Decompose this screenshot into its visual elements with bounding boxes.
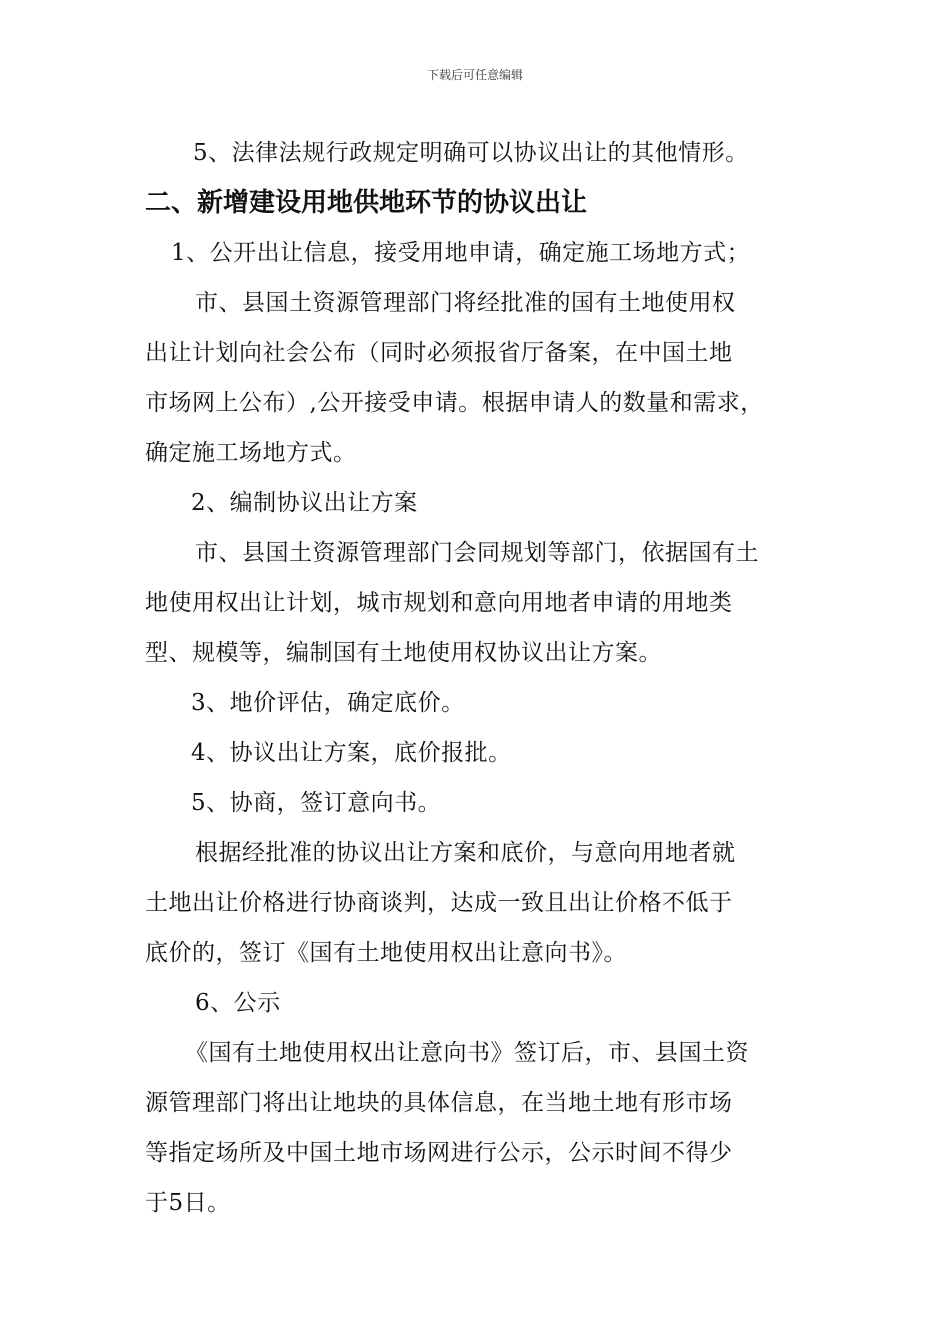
document-body bbox=[145, 128, 825, 1228]
paragraph-line: 5、协商，签订意向书。 bbox=[191, 790, 442, 816]
paragraph-line: 市场网上公布）,公开接受申请。根据申请人的数量和需求， bbox=[145, 390, 764, 416]
paragraph-line: 1、公开出让信息，接受用地申请，确定施工场地方式； bbox=[171, 240, 751, 266]
section-heading: 二、新增建设用地供地环节的协议出让 bbox=[145, 188, 588, 218]
paragraph-line: 源管理部门将出让地块的具体信息，在当地土地有形市场 bbox=[145, 1090, 733, 1116]
paragraph-line: 2、编制协议出让方案 bbox=[191, 490, 418, 516]
paragraph-line: 3、地价评估，确定底价。 bbox=[191, 690, 465, 716]
paragraph-line: 土地出让价格进行协商谈判，达成一致且出让价格不低于 bbox=[145, 890, 733, 916]
paragraph-line: 根据经批准的协议出让方案和底价，与意向用地者就 bbox=[195, 840, 736, 866]
paragraph-line: 市、县国土资源管理部门会同规划等部门，依据国有土 bbox=[195, 540, 759, 566]
paragraph-line: 5、法律法规行政规定明确可以协议出让的其他情形。 bbox=[193, 140, 749, 166]
paragraph-line: 等指定场所及中国土地市场网进行公示，公示时间不得少 bbox=[145, 1140, 733, 1166]
paragraph-line: 底价的，签订《国有土地使用权出让意向书》。 bbox=[145, 940, 627, 966]
paragraph-line: 市、县国土资源管理部门将经批准的国有土地使用权 bbox=[195, 290, 736, 316]
paragraph-line: 4、协议出让方案，底价报批。 bbox=[191, 740, 512, 766]
paragraph-line: 确定施工场地方式。 bbox=[145, 440, 357, 466]
page-header: 下载后可任意编辑 bbox=[426, 68, 523, 82]
paragraph-line: 地使用权出让计划，城市规划和意向用地者申请的用地类 bbox=[145, 590, 733, 616]
paragraph-line: 于5日。 bbox=[145, 1190, 231, 1216]
paragraph-line: 出让计划向社会公布（同时必须报省厅备案，在中国土地 bbox=[145, 340, 733, 366]
paragraph-line: 型、规模等，编制国有土地使用权协议出让方案。 bbox=[145, 640, 662, 666]
paragraph-line: 《国有土地使用权出让意向书》签订后，市、县国土资 bbox=[185, 1040, 749, 1066]
paragraph-line: 6、公示 bbox=[195, 990, 281, 1016]
